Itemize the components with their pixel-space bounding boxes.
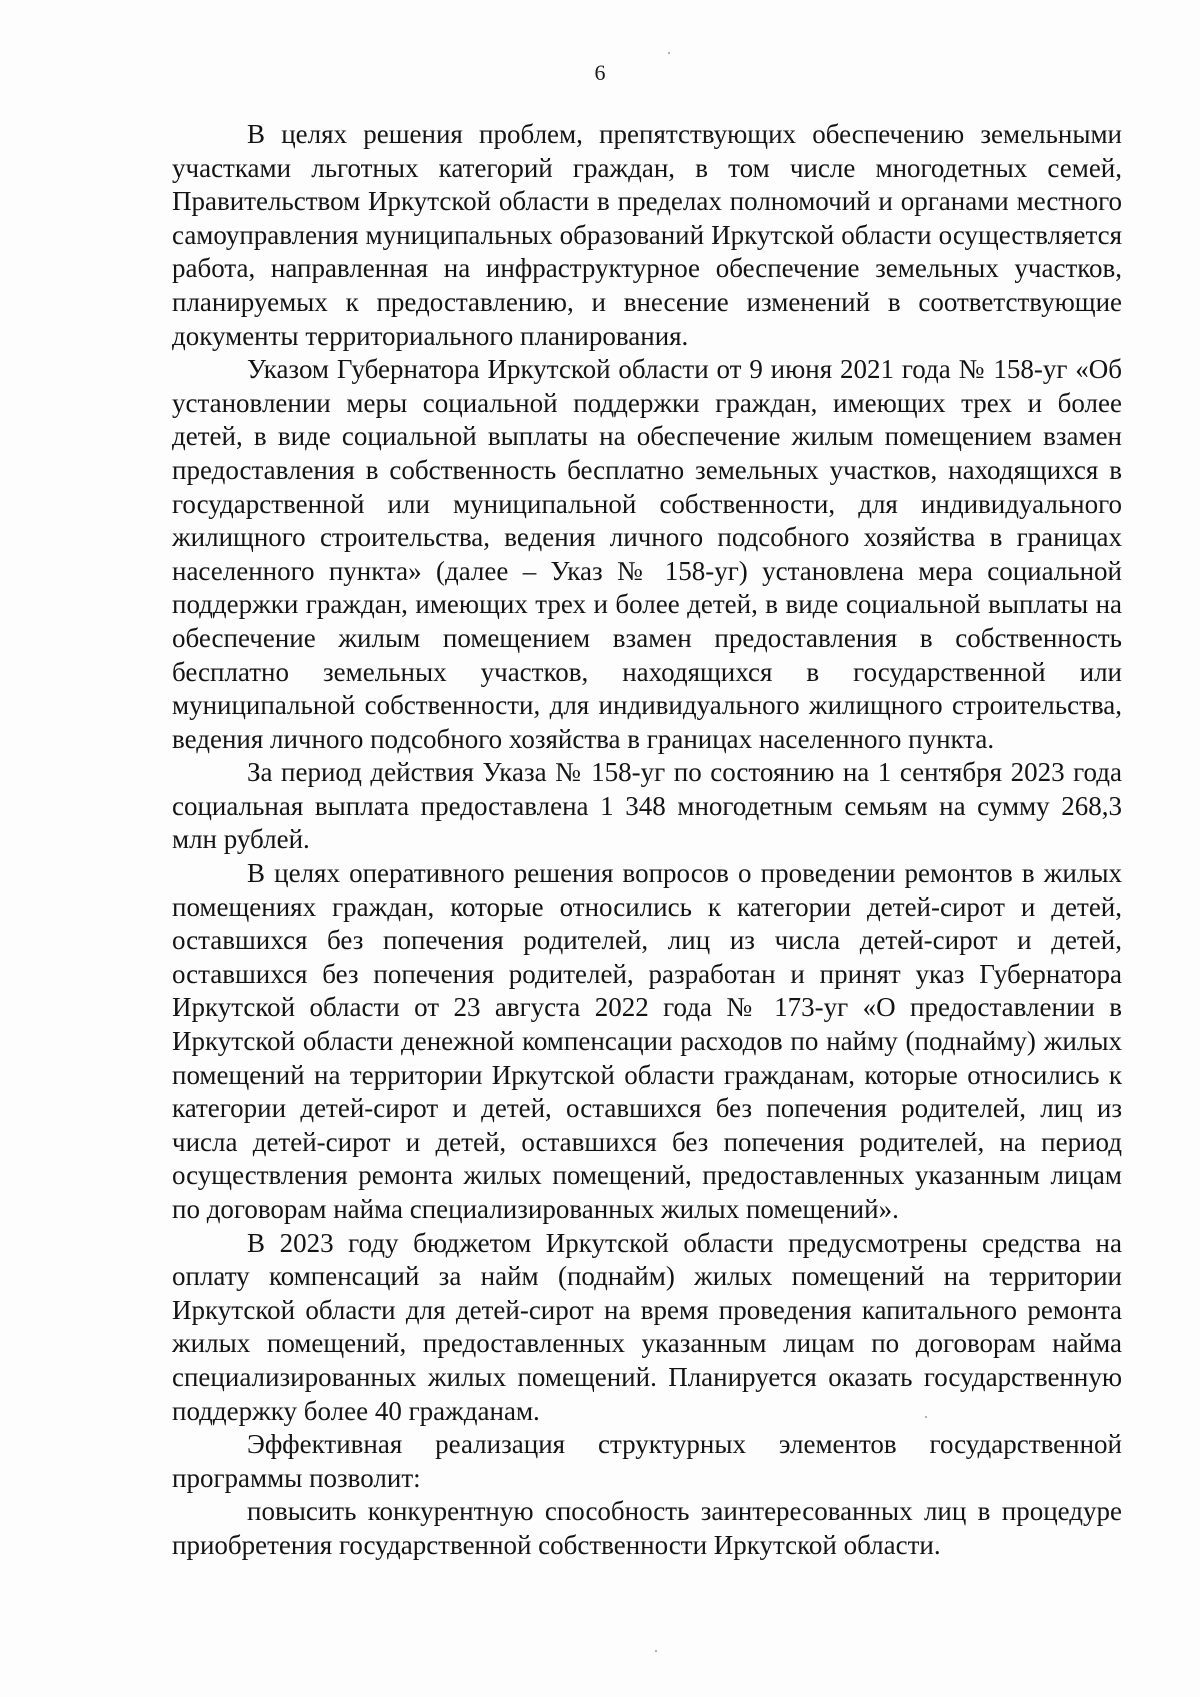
paragraph-program-effect: Эффективная реализация структурных элементов государственной программы позволит: [172, 1429, 1122, 1493]
scan-speck [925, 1416, 927, 1418]
scan-speck [655, 1650, 657, 1652]
paragraph-competitiveness: повысить конкурентную способность заинтересованных лиц в процедуре приобретения государственной собственности Иркутской области. [172, 1496, 1122, 1560]
paragraph-decree-173: В целях оперативного решения вопросов о проведении ремонтов в жилых помещениях граждан, которые относились к категории детей-сирот и детей, оставшихся без попечения родителей, лиц из числа детей-сирот и детей, оставшихся без попечения родителей, разработан и принят указ Губернатора Иркутской области от 23 августа 2022 года № 173-уг «О предоставлении в Иркутской области денежной компенсации расходов по найму (поднайму) жилых помещений на территории Иркутской области гражданам, которые относились к категории детей-сирот и детей, оставшихся без попечения родителей, лиц из числа детей-сирот и детей, оставшихся без попечения родителей, на период осуществления ремонта жилых помещений, предоставленных указанным лицам по договорам найма специализированных жилых помещений». [172, 858, 1122, 1224]
paragraph-land-plots: В целях решения проблем, препятствующих обеспечению земельными участками льготных категорий граждан, в том числе многодетных семей, Правительством Иркутской области в пределах полномочий и органами местного самоуправления муниципальных образований Иркутской области осуществляется работа, направленная на инфраструктурное обеспечение земельных участков, планируемых к предоставлению, и внесение изменений в соответствующие документы территориального планирования. [172, 119, 1122, 351]
paragraph-payments-summary: За период действия Указа № 158-уг по состоянию на 1 сентября 2023 года социальная выплата предоставлена 1 348 многодетным семьям на сумму 268,3 млн рублей. [172, 757, 1122, 855]
paragraph-decree-158: Указом Губернатора Иркутской области от 9 июня 2021 года № 158-уг «Об установлении меры социальной поддержки граждан, имеющих трех и более детей, в виде социальной выплаты на обеспечение жилым помещением взамен предоставления в собственность бесплатно земельных участков, находящихся в государственной или муниципальной собственности, для индивидуального жилищного строительства, ведения личного подсобного хозяйства в границах населенного пункта» (далее – Указ № 158-уг) установлена мера социальной поддержки граждан, имеющих трех и более детей, в виде социальной выплаты на обеспечение жилым помещением взамен предоставления в собственность бесплатно земельных участков, находящихся в государственной или муниципальной собственности, для индивидуального жилищного строительства, ведения личного подсобного хозяйства в границах населенного пункта. [172, 354, 1122, 754]
document-body [172, 118, 1122, 1563]
scan-speck [668, 52, 670, 54]
paragraph-budget-2023: В 2023 году бюджетом Иркутской области предусмотрены средства на оплату компенсаций за найм (поднайм) жилых помещений на территории Иркутской области для детей-сирот на время проведения капитального ремонта жилых помещений, предоставленных указанным лицам по договорам найма специализированных жилых помещений. Планируется оказать государственную поддержку более 40 гражданам. [172, 1227, 1122, 1426]
page-number: 6 [594, 60, 606, 85]
